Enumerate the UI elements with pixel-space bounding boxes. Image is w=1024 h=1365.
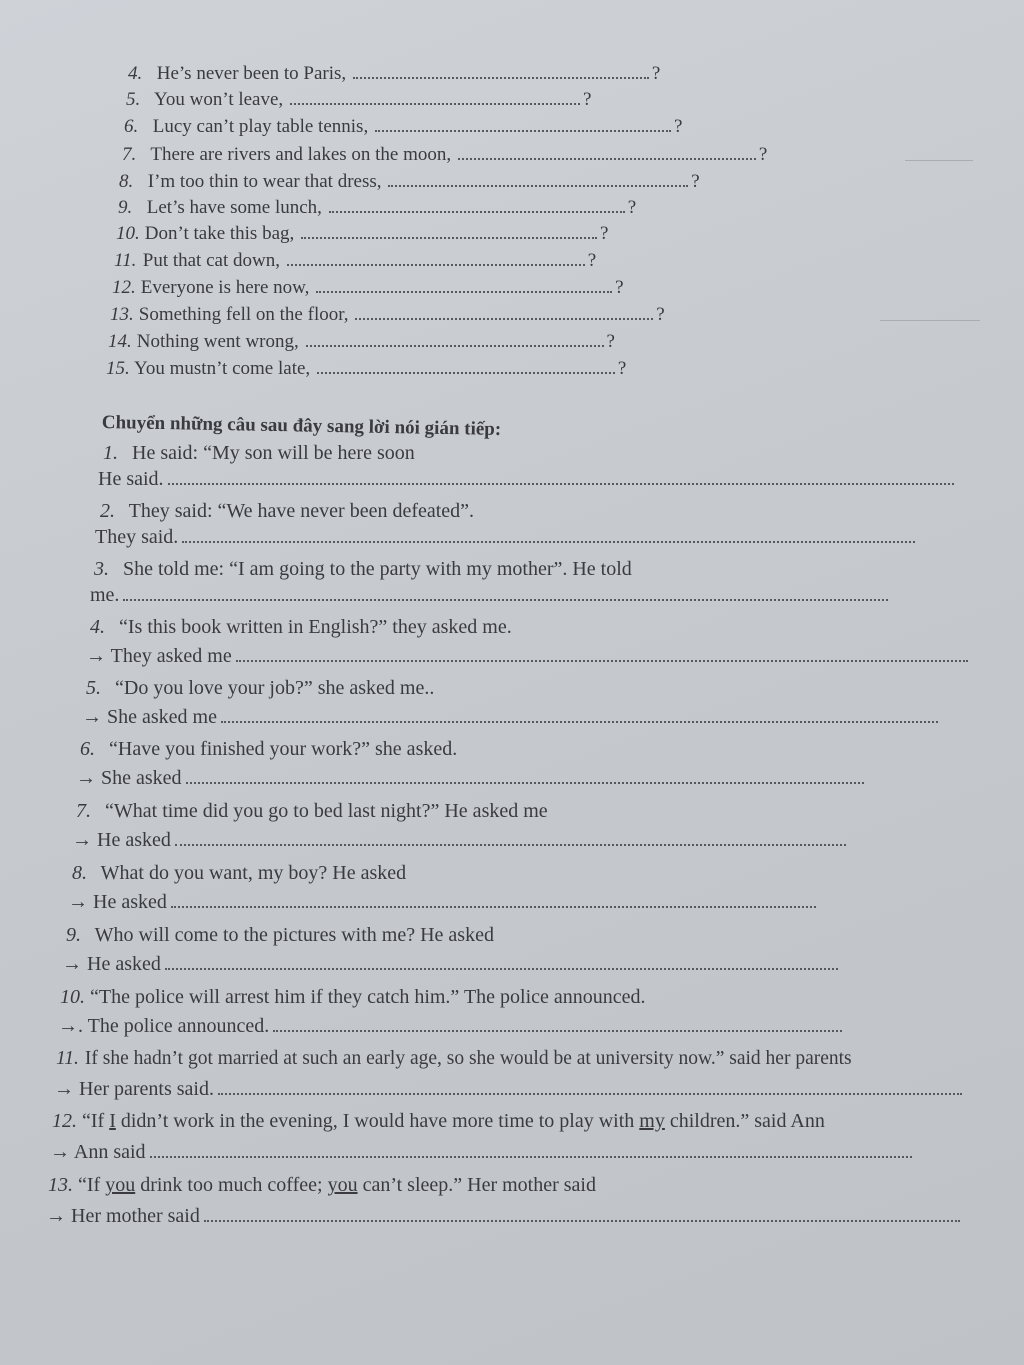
exercise-prompt-13: 13. “If you drink too much coffee; you can’t sleep.” Her mother said [48,1174,596,1196]
answer-blank[interactable] [329,207,625,213]
answer-line-10[interactable]: →. The police announced. [58,1013,842,1039]
answer-blank[interactable] [375,126,671,132]
exercise-prompt-12: 12. “If I didn’t work in the evening, I would have more time to play with my children.” said Ann [52,1110,825,1132]
answer-line-4[interactable]: → They asked me [86,643,968,669]
answer-line-7[interactable]: → He asked [72,827,846,853]
margin-mark [880,320,980,321]
answer-blank[interactable] [388,181,688,187]
exercise-prompt-8: 8. What do you want, my boy? He asked [72,862,407,884]
answer-blank[interactable] [273,1016,842,1032]
exercise-prompt-11: 11. If she hadn’t got married at such an early age, so she would be at university now.” said her parents [56,1048,852,1069]
margin-mark [905,160,973,161]
tag-question-10: 10. Don’t take this bag, ? [116,223,609,244]
exercise-prompt-9: 9. Who will come to the pictures with me? He asked [66,924,494,946]
tag-question-5: 5. You won’t leave, ? [126,89,592,110]
answer-blank[interactable] [458,154,756,160]
answer-line-8[interactable]: → He asked [68,889,816,915]
answer-blank[interactable] [355,314,653,320]
answer-blank[interactable] [353,73,649,79]
exercise-prompt-4: 4. “Is this book written in English?” they asked me. [90,616,512,638]
tag-question-8: 8. I’m too thin to wear that dress, ? [119,171,700,192]
answer-line-2[interactable]: They said. [95,524,915,550]
tag-question-15: 15. You mustn’t come late, ? [106,358,627,379]
exercise-prompt-2: 2. They said: “We have never been defeated”. [100,500,475,522]
section-heading: Chuyển những câu sau đây sang lời nói gián tiếp: [101,412,502,440]
exercise-prompt-1: 1. He said: “My son will be here soon [103,442,415,464]
answer-line-5[interactable]: → She asked me [82,704,938,730]
exercise-prompt-10: 10. “The police will arrest him if they catch him.” The police announced. [60,986,646,1008]
answer-line-1[interactable]: He said. [98,466,954,492]
answer-blank[interactable] [236,646,968,662]
exercise-prompt-5: 5. “Do you love your job?” she asked me.. [86,677,435,699]
answer-blank[interactable] [306,341,604,347]
answer-blank[interactable] [218,1079,962,1095]
tag-question-9: 9. Let’s have some lunch, ? [118,197,637,218]
answer-blank[interactable] [175,830,846,846]
answer-line-9[interactable]: → He asked [62,951,838,977]
answer-blank[interactable] [290,99,580,105]
answer-blank[interactable] [221,707,938,723]
tag-question-14: 14. Nothing went wrong, ? [108,331,615,352]
exercise-prompt-7: 7. “What time did you go to bed last night?” He asked me [76,800,548,822]
answer-blank[interactable] [287,260,585,266]
answer-blank[interactable] [165,954,838,970]
answer-blank[interactable] [182,527,915,543]
exercise-prompt-3: 3. She told me: “I am going to the party with my mother”. He told [94,558,632,580]
answer-line-11[interactable]: → Her parents said. [54,1076,962,1102]
answer-blank[interactable] [186,768,864,784]
tag-question-13: 13. Something fell on the floor, ? [110,304,665,325]
answer-line-13[interactable]: → Her mother said [46,1203,960,1229]
answer-blank[interactable] [317,368,615,374]
tag-question-11: 11. Put that cat down, ? [114,250,597,271]
answer-blank[interactable] [150,1142,912,1158]
answer-line-3[interactable]: me. [90,582,888,608]
exercise-prompt-6: 6. “Have you finished your work?” she asked. [80,738,458,760]
answer-line-12[interactable]: → Ann said [50,1139,912,1165]
answer-blank[interactable] [171,892,816,908]
answer-blank[interactable] [316,287,612,293]
tag-question-12: 12. Everyone is here now, ? [112,277,624,298]
answer-blank[interactable] [204,1206,960,1222]
tag-question-6: 6. Lucy can’t play table tennis, ? [124,116,683,137]
tag-question-7: 7. There are rivers and lakes on the moon, ? [122,144,768,165]
tag-question-4: 4. He’s never been to Paris, ? [128,63,661,84]
answer-line-6[interactable]: → She asked [76,765,864,791]
answer-blank[interactable] [168,469,954,485]
answer-blank[interactable] [301,233,597,239]
answer-blank[interactable] [123,585,888,601]
